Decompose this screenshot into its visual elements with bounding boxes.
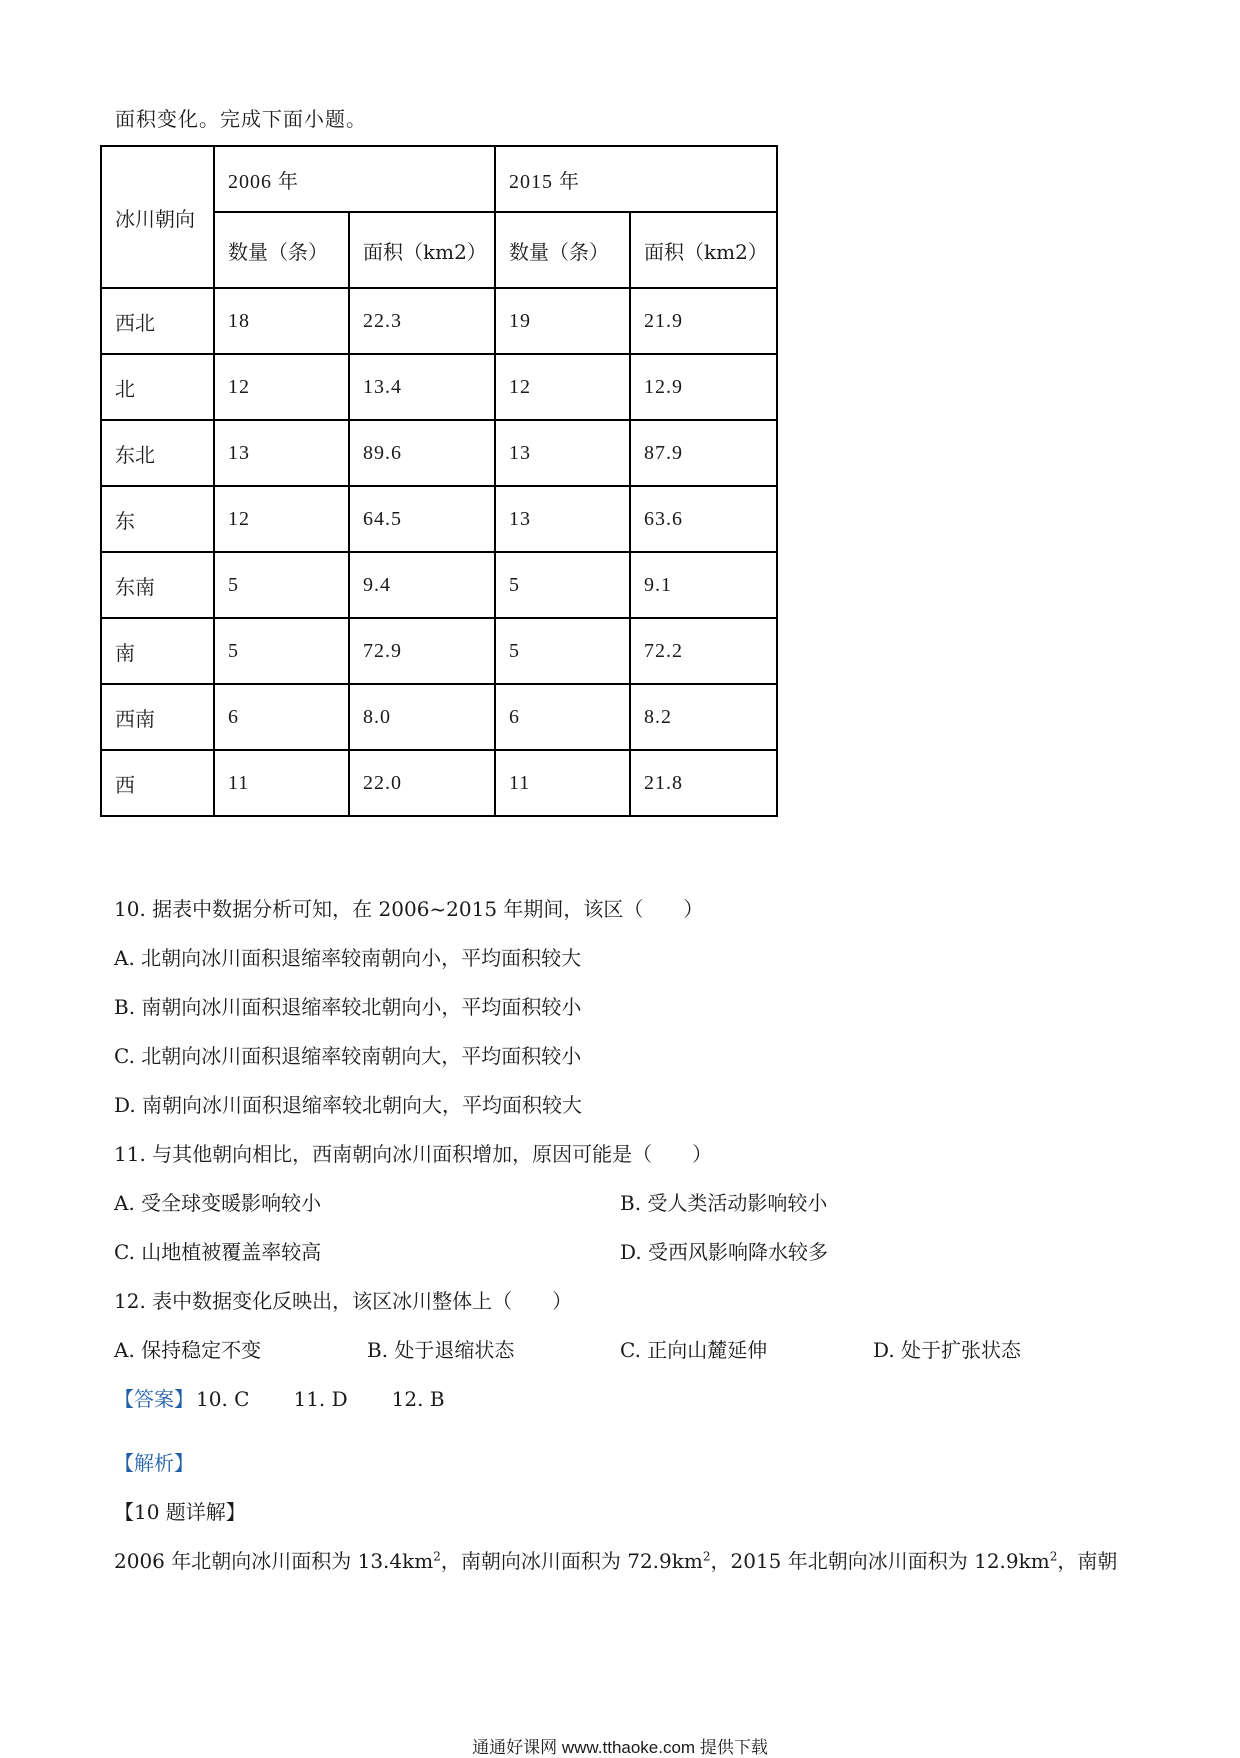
direction-cell: 西 <box>101 750 214 816</box>
area-cell: 22.3 <box>349 288 495 354</box>
direction-cell: 北 <box>101 354 214 420</box>
analysis-tag: 【解析】 <box>114 1451 194 1475</box>
glacier-table <box>100 145 778 817</box>
orientation-header: 冰川朝向 <box>101 146 214 288</box>
column-header: 数量（条） <box>495 212 630 288</box>
question-11-option-c: C. 山地植被覆盖率较高 <box>114 1240 322 1264</box>
direction-cell: 东 <box>101 486 214 552</box>
answer-line <box>114 1383 445 1412</box>
question-11-option-a: A. 受全球变暖影响较小 <box>114 1191 322 1215</box>
analysis-subheading: 【10 题详解】 <box>114 1500 246 1524</box>
count-cell: 5 <box>214 618 349 684</box>
footer-watermark: 通通好课网 www.tthaoke.com 提供下载 <box>472 1738 768 1757</box>
direction-cell: 东南 <box>101 552 214 618</box>
question-11-option-d: D. 受西风影响降水较多 <box>620 1240 829 1264</box>
answer-12: 12. B <box>391 1387 445 1411</box>
question-12-stem: 12. 表中数据变化反映出，该区冰川整体上（ ） <box>114 1289 573 1313</box>
area-cell: 22.0 <box>349 750 495 816</box>
question-10-stem: 10. 据表中数据分析可知，在 2006~2015 年期间，该区（ ） <box>114 897 704 921</box>
question-12-option-b: B. 处于退缩状态 <box>367 1338 515 1362</box>
area-cell: 9.1 <box>630 552 777 618</box>
count-cell: 13 <box>495 486 630 552</box>
column-header: 数量（条） <box>214 212 349 288</box>
table-row <box>101 354 777 420</box>
count-cell: 18 <box>214 288 349 354</box>
area-cell: 72.2 <box>630 618 777 684</box>
year-header: 2015 年 <box>495 146 777 212</box>
area-cell: 87.9 <box>630 420 777 486</box>
answer-tag: 【答案】 <box>114 1387 194 1411</box>
table-row <box>101 420 777 486</box>
superscript: 2 <box>1049 1549 1058 1564</box>
header-row-years <box>101 146 777 212</box>
table-row <box>101 552 777 618</box>
intro-text: 面积变化。完成下面小题。 <box>115 107 367 131</box>
analysis-text: ，南朝 <box>1057 1549 1118 1573</box>
count-cell: 5 <box>495 552 630 618</box>
table-row <box>101 486 777 552</box>
question-11-stem: 11. 与其他朝向相比，西南朝向冰川面积增加，原因可能是（ ） <box>114 1142 713 1166</box>
question-12-option-c: C. 正向山麓延伸 <box>620 1338 768 1362</box>
direction-cell: 西南 <box>101 684 214 750</box>
area-cell: 21.8 <box>630 750 777 816</box>
count-cell: 6 <box>214 684 349 750</box>
table-row <box>101 684 777 750</box>
question-10-option-d: D. 南朝向冰川面积退缩率较北朝向大，平均面积较大 <box>114 1093 583 1117</box>
area-cell: 21.9 <box>630 288 777 354</box>
area-cell: 8.0 <box>349 684 495 750</box>
count-cell: 13 <box>495 420 630 486</box>
question-12-option-a: A. 保持稳定不变 <box>114 1338 262 1362</box>
area-cell: 12.9 <box>630 354 777 420</box>
area-cell: 9.4 <box>349 552 495 618</box>
count-cell: 6 <box>495 684 630 750</box>
column-header: 面积（km2） <box>630 212 777 288</box>
question-12-option-d: D. 处于扩张状态 <box>873 1338 1022 1362</box>
question-10-option-c: C. 北朝向冰川面积退缩率较南朝向大，平均面积较小 <box>114 1044 582 1068</box>
area-cell: 64.5 <box>349 486 495 552</box>
analysis-line <box>114 1545 1117 1574</box>
direction-cell: 南 <box>101 618 214 684</box>
table-row <box>101 618 777 684</box>
analysis-text: ，南朝向冰川面积为 72.9km <box>440 1549 703 1573</box>
count-cell: 11 <box>495 750 630 816</box>
count-cell: 12 <box>214 486 349 552</box>
question-10-option-b: B. 南朝向冰川面积退缩率较北朝向小，平均面积较小 <box>114 995 582 1019</box>
superscript: 2 <box>433 1549 441 1564</box>
answer-10: 10. C <box>196 1387 250 1411</box>
table-row <box>101 750 777 816</box>
area-cell: 63.6 <box>630 486 777 552</box>
question-11-option-b: B. 受人类活动影响较小 <box>620 1191 828 1215</box>
count-cell: 11 <box>214 750 349 816</box>
area-cell: 72.9 <box>349 618 495 684</box>
year-header: 2006 年 <box>214 146 495 212</box>
count-cell: 13 <box>214 420 349 486</box>
count-cell: 19 <box>495 288 630 354</box>
table-row <box>101 288 777 354</box>
question-10-option-a: A. 北朝向冰川面积退缩率较南朝向小，平均面积较大 <box>114 946 582 970</box>
count-cell: 5 <box>214 552 349 618</box>
area-cell: 13.4 <box>349 354 495 420</box>
count-cell: 5 <box>495 618 630 684</box>
direction-cell: 东北 <box>101 420 214 486</box>
analysis-text: 2006 年北朝向冰川面积为 13.4km <box>114 1549 434 1573</box>
analysis-text: ，2015 年北朝向冰川面积为 12.9km <box>710 1549 1050 1573</box>
count-cell: 12 <box>214 354 349 420</box>
column-header: 面积（km2） <box>349 212 495 288</box>
answer-11: 11. D <box>293 1387 348 1411</box>
area-cell: 8.2 <box>630 684 777 750</box>
direction-cell: 西北 <box>101 288 214 354</box>
superscript: 2 <box>702 1549 711 1564</box>
area-cell: 89.6 <box>349 420 495 486</box>
count-cell: 12 <box>495 354 630 420</box>
